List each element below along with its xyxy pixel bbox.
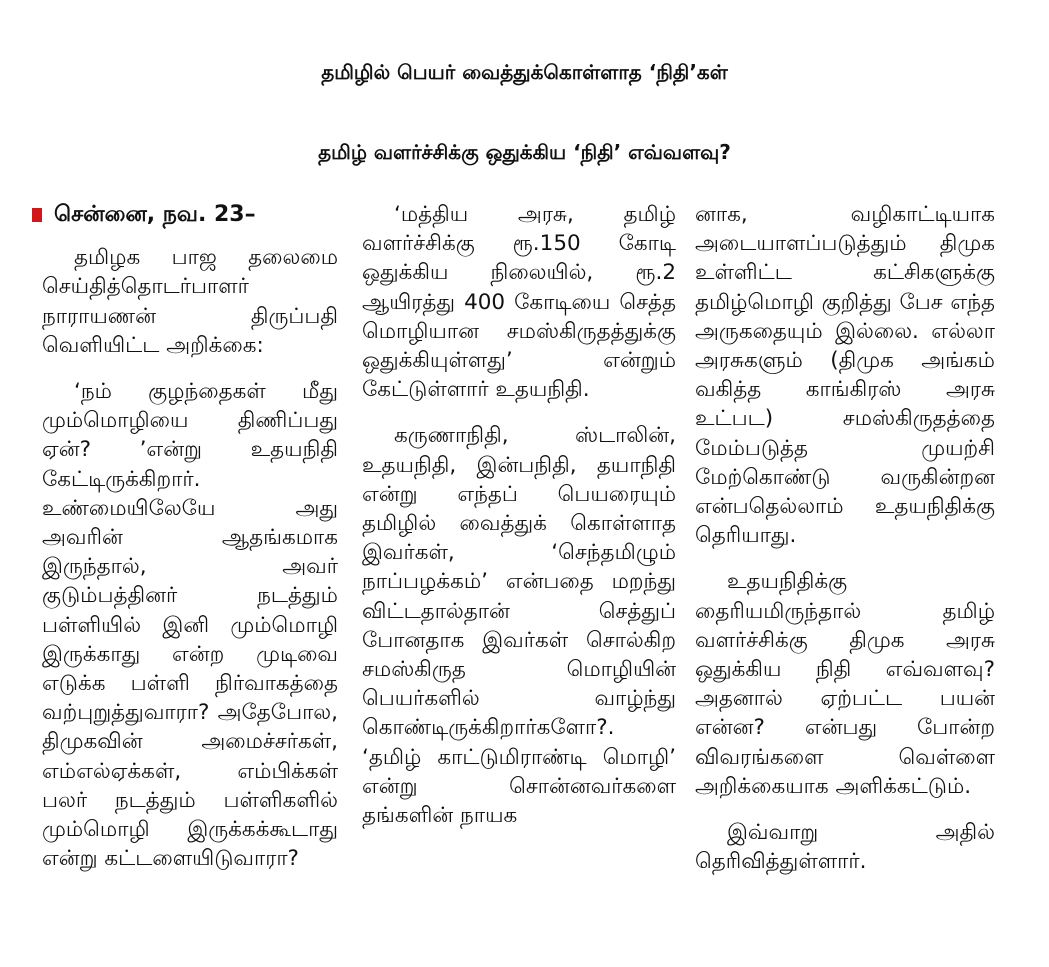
paragraph: ‘நம் குழந்தைகள் மீது மும்மொழியை திணிப்பது ஏன்? ’என்று உதயநிதி கேட்டிருக்கிறார். உண்மையிலேயே அது அவரின் ஆதங்கமாக இருந்தால், அவர் குடும்பத்தினர் நடத்தும் பள்ளியில் இனி மும்மொழி இருக்காது என்ற முடிவை எடுக்க பள்ளி நிர்வாகத்தை வற்புறுத்துவாரா? அதேபோல, திமுகவின் அமைச்சர்கள், எம்எல்ஏக்கள், எம்பிக்கள் பலர் நடத்தும் பள்ளிகளில் மும்மொழி இருக்கக்கூடாது என்று கட்டளையிடுவாரா?	[42, 379, 338, 872]
paragraph: கருணாநிதி, ஸ்டாலின், உதயநிதி, இன்பநிதி, தயாநிதி என்று எந்தப் பெயரையும் தமிழில் வைத்துக் கொள்ளாத இவர்கள், ‘செந்தமிழும் நாப்பழக்கம்’ என்பதை மறந்து விட்டதால்தான் செத்துப் போனதாக இவர்கள் சொல்கிற சமஸ்கிருத மொழியின் பெயர்களில் வாழ்ந்து கொண்டிருக்கிறார்களோ?. ‘தமிழ் காட்டுமிராண்டி மொழி’ என்று சொன்னவர்களை தங்களின் நாயக	[362, 423, 676, 829]
article-column-1	[42, 200, 338, 890]
dateline-text: சென்னை, நவ. 23–	[54, 202, 256, 227]
page-edge-artifacts	[0, 240, 14, 940]
headline-line-1: தமிழில் பெயர் வைத்துக்கொள்ளாத ‘நிதி’கள்	[321, 60, 728, 84]
article-column-3	[695, 200, 995, 893]
paragraph: இவ்வாறு அதில் தெரிவித்துள்ளார்.	[695, 820, 995, 875]
red-square-bullet-icon	[32, 208, 42, 222]
dateline	[42, 200, 338, 229]
paragraph: ‘மத்திய அரசு, தமிழ் வளர்ச்சிக்கு ரூ.150 கோடி ஒதுக்கிய நிலையில், ரூ.2 ஆயிரத்து 400 கோடியை செத்த மொழியான சமஸ்கிருதத்துக்கு ஒதுக்கியுள்ளது’ என்றும் கேட்டுள்ளார் உதயநிதி.	[362, 202, 676, 403]
article-column-2	[362, 200, 676, 847]
paragraph: தமிழக பாஜ தலைமை செய்தித்தொடர்பாளர் நாராயணன் திருப்பதி வெளியிட்ட அறிக்கை:	[42, 245, 338, 358]
paragraph: னாக, வழிகாட்டியாக அடையாளப்படுத்தும் திமுக உள்ளிட்ட கட்சிகளுக்கு தமிழ்மொழி குறித்து பேச எந்த அருகதையும் இல்லை. எல்லா அரசுகளும் (திமுக அங்கம் வகித்த காங்கிரஸ் அரசு உட்பட) சமஸ்கிருதத்தை மேம்படுத்த முயற்சி மேற்கொண்டு வருகின்றன என்பதெல்லாம் உதயநிதிக்கு தெரியாது.	[695, 202, 995, 549]
headline-line-2: தமிழ் வளர்ச்சிக்கு ஒதுக்கிய ‘நிதி’ எவ்வளவு?	[318, 140, 731, 164]
paragraph: உதயநிதிக்கு தைரியமிருந்தால் தமிழ் வளர்ச்சிக்கு திமுக அரசு ஒதுக்கிய நிதி எவ்வளவு? அதனால் ஏற்பட்ட பயன் என்ன? என்பது போன்ற விவரங்களை வெள்ளை அறிக்கையாக அளிக்கட்டும்.	[695, 569, 995, 799]
